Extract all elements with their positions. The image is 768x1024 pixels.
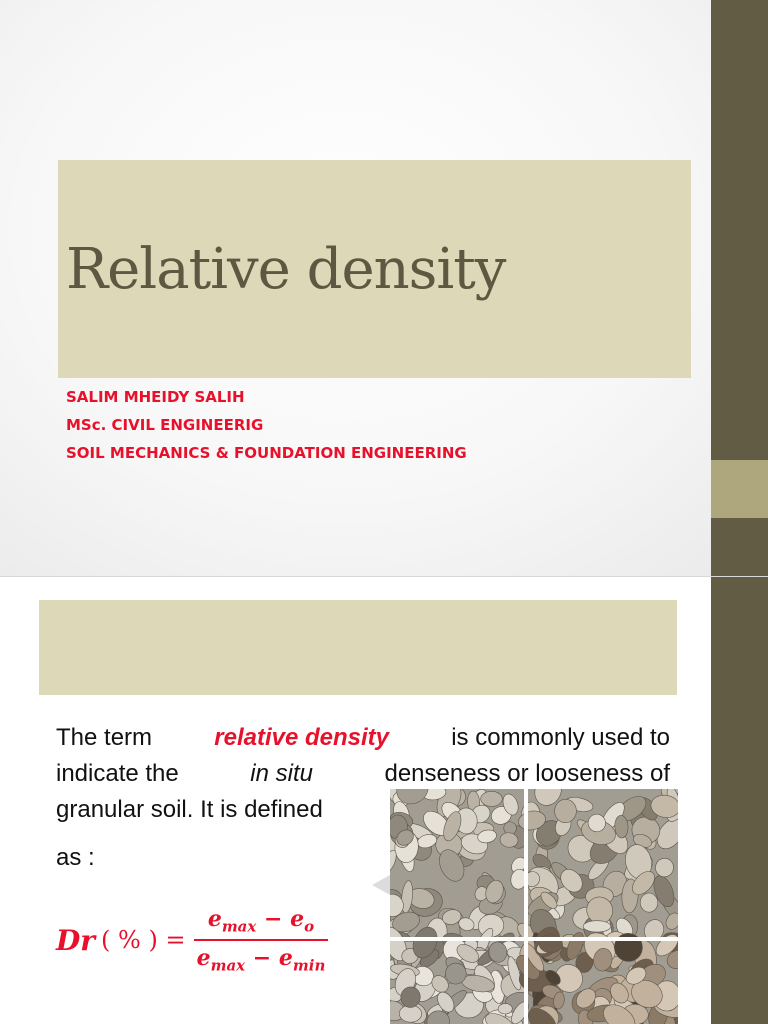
author-name: SALIM MHEIDY SALIH [66, 388, 245, 406]
text-line: as : [56, 844, 95, 871]
image-divider [390, 937, 678, 941]
text-segment: is commonly used to [451, 724, 670, 751]
side-bar [711, 577, 768, 1024]
fraction-bar [194, 939, 329, 941]
text-line [56, 720, 670, 756]
text-segment: denseness or looseness of [384, 760, 670, 787]
image-divider [524, 789, 528, 1024]
side-bar-accent [711, 460, 768, 518]
gravel-stone [481, 791, 503, 806]
author-degree: MSc. CIVIL ENGINEERIG [66, 416, 264, 434]
title-box [39, 600, 677, 695]
formula-unit: ( % ) = [101, 926, 186, 954]
gravel-stone [654, 857, 675, 879]
slide-2 [0, 576, 768, 1024]
formula-fraction [194, 906, 329, 975]
formula-denominator: $e_{max} - e_{min}$ [196, 945, 326, 975]
gravel-photo-icon [390, 789, 678, 1024]
gravel-stone [640, 893, 659, 913]
term-italic: in situ [250, 760, 313, 787]
relative-density-formula [56, 895, 328, 985]
text-segment: The term [56, 724, 153, 751]
term-highlight: relative density [214, 724, 389, 751]
slide-title: Relative density [66, 237, 506, 302]
text-segment: indicate the [56, 760, 179, 787]
formula-lhs: Dr [56, 923, 96, 957]
gravel-stone [583, 921, 611, 932]
formula-numerator: $e_{max} - e_o$ [207, 905, 315, 935]
author-field: SOIL MECHANICS & FOUNDATION ENGINEERING [66, 444, 467, 462]
text-line [56, 756, 670, 792]
image-pointer [372, 875, 390, 895]
text-line: granular soil. It is defined [56, 796, 323, 823]
